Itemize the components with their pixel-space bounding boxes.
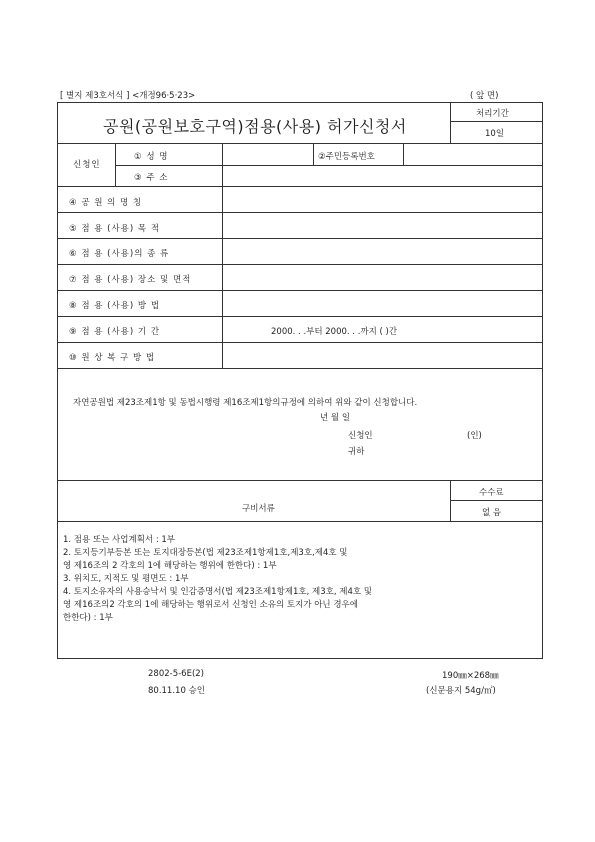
addressee-suffix: 귀하	[348, 447, 365, 457]
declaration-date: 년 월 일	[320, 413, 351, 423]
doc-item: 2. 토지등기부등본 또는 토지대장등본(법 제23조제1항제1호,제3호,제4호 및	[63, 548, 348, 558]
period-value: 2000. . .부터 2000. . .까지 ( )간	[271, 327, 398, 337]
period-label: ⑨ 점 용 (사용) 기 간	[69, 327, 161, 337]
doc-item: 영 제16조의 2 각호의 1에 해당하는 행위에 한한다) : 1부	[63, 561, 277, 571]
method-label: ⑧ 점 용 (사용) 방 법	[69, 301, 161, 311]
signer-label: 신청인	[348, 431, 373, 441]
purpose-label: ⑤ 점 용 (사용) 목 적	[69, 224, 161, 234]
fee-label: 수수료	[479, 488, 504, 498]
applicant-label: 신청인	[73, 160, 101, 170]
form-title: 공원(공원보호구역)점용(사용) 허가신청서	[103, 117, 407, 136]
page-side: ( 앞 면)	[470, 91, 499, 101]
processing-period-label: 처리기간	[476, 109, 509, 119]
type-label: ⑥ 점 용 (사용)의 종 류	[69, 249, 170, 259]
seal-mark: (인)	[467, 431, 482, 441]
processing-period-value: 10일	[485, 129, 505, 139]
declaration-text: 자연공원법 제23조제1항 및 동법시행령 제16조제1항의규정에 의하여 위와 같이 신청합니다.	[73, 398, 418, 408]
form-number: [ 별지 제3호서식 ] <개정96·5·23>	[60, 91, 196, 101]
approval-date: 80.11.10 승인	[148, 686, 205, 696]
restoration-label: ⑩ 원 상 복 구 방 법	[69, 353, 156, 363]
park-name-label: ④ 공 원 의 명 칭	[69, 198, 143, 208]
doc-item: 영 제16조의2 각호의 1에 해당하는 행위로서 신청인 소유의 토지가 아닌 경우에	[63, 600, 358, 610]
doc-item: 한한다) : 1부	[63, 613, 113, 623]
doc-item: 1. 점용 또는 사업계획서 : 1부	[63, 535, 176, 545]
required-docs-list	[63, 534, 372, 625]
location-area-label: ⑦ 점 용 (사용) 장소 및 면적	[69, 275, 192, 285]
paper-type: (신문용지 54g/㎡)	[426, 686, 496, 696]
address-label: ③ 주 소	[134, 173, 169, 183]
doc-item: 3. 위치도, 지적도 및 평면도 : 1부	[63, 574, 189, 584]
resident-number-label: ②주민등록번호	[318, 152, 375, 162]
doc-item: 4. 토지소유자의 사용승낙서 및 인감증명서(법 제23조제1항제1호, 제3호, 제4호 및	[63, 587, 373, 597]
required-docs-label: 구비서류	[242, 504, 275, 514]
paper-size: 190㎜×268㎜	[442, 671, 499, 681]
fee-value: 없 음	[482, 508, 502, 518]
name-label: ① 성 명	[134, 152, 169, 162]
form-code: 2802-5-6E(2)	[148, 669, 204, 679]
